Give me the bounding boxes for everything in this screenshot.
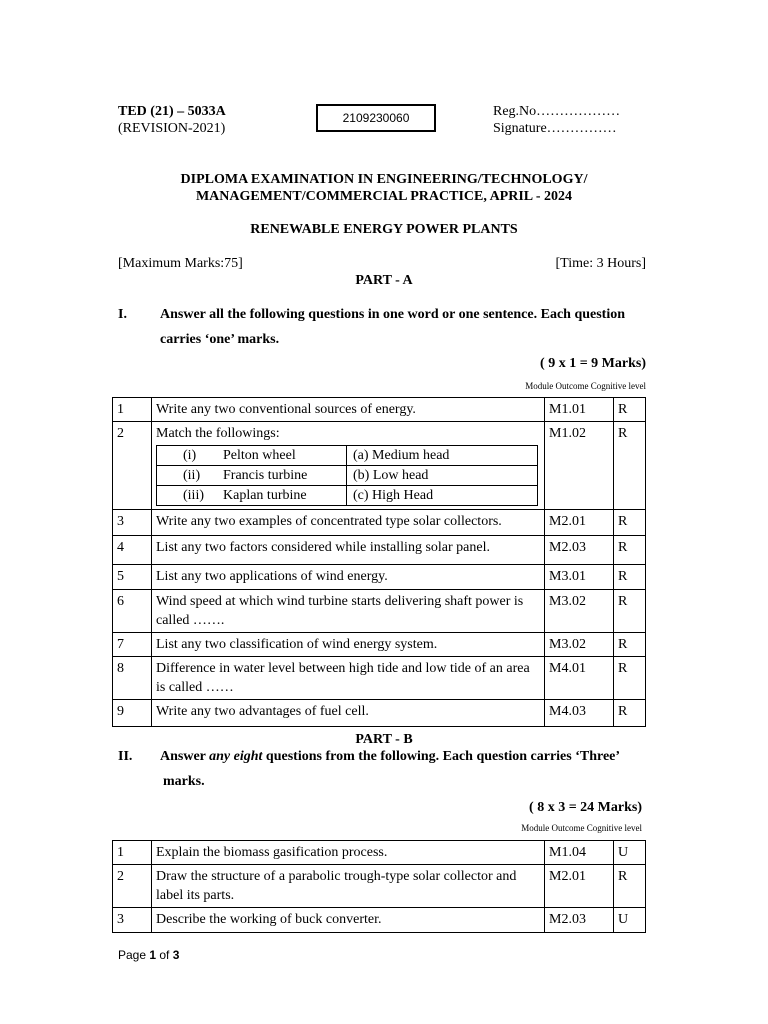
- match-right-item: (c) High Head: [347, 486, 538, 506]
- match-row: [157, 486, 538, 506]
- cognitive-level: R: [614, 700, 646, 727]
- table-row: [113, 841, 646, 865]
- question-number: 7: [113, 633, 152, 657]
- part-b-roman: II.: [118, 749, 133, 764]
- part-b-column-header: Module Outcome Cognitive level: [521, 823, 642, 833]
- match-left-item: Kaplan turbine: [223, 488, 307, 503]
- question-number: 3: [113, 510, 152, 536]
- part-b-instruction-line2: marks.: [163, 774, 205, 789]
- signature-label: Signature……………: [493, 121, 617, 136]
- cognitive-level: R: [614, 536, 646, 565]
- question-cell: [152, 422, 545, 510]
- reg-no-label: Reg.No………………: [493, 104, 621, 119]
- question-text: Describe the working of buck converter.: [152, 908, 545, 933]
- part-b-question-table: [112, 840, 646, 933]
- question-text: Match the followings:: [156, 426, 280, 441]
- table-row: [113, 422, 646, 510]
- module-outcome: M3.01: [545, 565, 614, 590]
- page-of-label: of: [156, 948, 173, 962]
- part-a-column-header: Module Outcome Cognitive level: [525, 381, 646, 391]
- table-row: [113, 565, 646, 590]
- module-outcome: M4.03: [545, 700, 614, 727]
- part-a-marks: ( 9 x 1 = 9 Marks): [540, 356, 646, 371]
- table-row: [113, 536, 646, 565]
- match-right-item: (b) Low head: [347, 466, 538, 486]
- revision: (REVISION-2021): [118, 121, 226, 136]
- table-row: [113, 908, 646, 933]
- instruction-text: questions from the following. Each question carries ‘Three’: [262, 749, 621, 764]
- module-outcome: M3.02: [545, 633, 614, 657]
- max-marks: [Maximum Marks:75]: [118, 256, 243, 271]
- question-number: 2: [113, 422, 152, 510]
- question-text: List any two classification of wind energy system.: [152, 633, 545, 657]
- module-outcome: M4.01: [545, 657, 614, 700]
- match-left-number: (iii): [183, 488, 204, 503]
- cognitive-level: R: [614, 565, 646, 590]
- exam-title-line1: DIPLOMA EXAMINATION IN ENGINEERING/TECHNOLOGY/: [180, 172, 588, 187]
- table-row: [113, 657, 646, 700]
- cognitive-level: R: [614, 398, 646, 422]
- register-number-box: 2109230060: [316, 104, 436, 132]
- question-number: 8: [113, 657, 152, 700]
- question-number: 4: [113, 536, 152, 565]
- question-text: Wind speed at which wind turbine starts delivering shaft power is called …….: [152, 590, 545, 633]
- module-outcome: M1.01: [545, 398, 614, 422]
- match-left-number: (ii): [183, 468, 201, 483]
- page-number: 1: [149, 948, 157, 962]
- part-a-instruction-line1: Answer all the following questions in one word or one sentence. Each question: [160, 307, 626, 322]
- match-left-item: Pelton wheel: [223, 448, 296, 463]
- part-a-instruction-line2: carries ‘one’ marks.: [160, 332, 280, 347]
- cognitive-level: R: [614, 422, 646, 510]
- question-number: 3: [113, 908, 152, 933]
- module-outcome: M2.01: [545, 510, 614, 536]
- question-text: Write any two advantages of fuel cell.: [152, 700, 545, 727]
- module-outcome: M2.03: [545, 536, 614, 565]
- question-text: Draw the structure of a parabolic trough-type solar collector and label its parts.: [152, 865, 545, 908]
- exam-code: TED (21) – 5033A: [118, 104, 226, 119]
- module-outcome: M2.03: [545, 908, 614, 933]
- question-number: 2: [113, 865, 152, 908]
- question-text: List any two applications of wind energy.: [152, 565, 545, 590]
- question-text: List any two factors considered while installing solar panel.: [152, 536, 545, 565]
- cognitive-level: R: [614, 590, 646, 633]
- cognitive-level: R: [614, 510, 646, 536]
- module-outcome: M1.04: [545, 841, 614, 865]
- table-row: [113, 590, 646, 633]
- match-left-number: (i): [183, 448, 197, 463]
- match-row: [157, 466, 538, 486]
- part-a-heading: PART - A: [355, 273, 413, 288]
- cognitive-level: R: [614, 633, 646, 657]
- page-footer: [118, 948, 179, 962]
- cognitive-level: R: [614, 657, 646, 700]
- question-text: Write any two conventional sources of energy.: [152, 398, 545, 422]
- question-text: Explain the biomass gasification process.: [152, 841, 545, 865]
- module-outcome: M2.01: [545, 865, 614, 908]
- subject-title: RENEWABLE ENERGY POWER PLANTS: [250, 222, 518, 237]
- module-outcome: M3.02: [545, 590, 614, 633]
- exam-title-line2: MANAGEMENT/COMMERCIAL PRACTICE, APRIL - 2024: [195, 189, 573, 204]
- instruction-text: Answer: [160, 749, 210, 764]
- part-b-heading: PART - B: [355, 732, 413, 747]
- table-row: [113, 700, 646, 727]
- cognitive-level: U: [614, 841, 646, 865]
- part-a-roman: I.: [118, 307, 127, 322]
- part-a-question-table: [112, 397, 646, 727]
- table-row: [113, 510, 646, 536]
- question-number: 1: [113, 398, 152, 422]
- match-table: [156, 445, 538, 506]
- match-right-item: (a) Medium head: [347, 446, 538, 466]
- table-row: [113, 633, 646, 657]
- cognitive-level: R: [614, 865, 646, 908]
- part-b-instruction-line1: [160, 749, 620, 765]
- module-outcome: M1.02: [545, 422, 614, 510]
- page-total: 3: [172, 948, 180, 962]
- instruction-emphasis: any eight: [209, 749, 263, 764]
- time-allowed: [Time: 3 Hours]: [555, 256, 646, 271]
- match-row: [157, 446, 538, 466]
- page-label: Page: [118, 948, 150, 962]
- question-number: 6: [113, 590, 152, 633]
- question-number: 1: [113, 841, 152, 865]
- table-row: [113, 398, 646, 422]
- question-number: 5: [113, 565, 152, 590]
- question-number: 9: [113, 700, 152, 727]
- table-row: [113, 865, 646, 908]
- part-b-marks: ( 8 x 3 = 24 Marks): [529, 800, 642, 815]
- question-text: Write any two examples of concentrated type solar collectors.: [152, 510, 545, 536]
- question-text: Difference in water level between high tide and low tide of an area is called ……: [152, 657, 545, 700]
- match-left-item: Francis turbine: [223, 468, 308, 483]
- cognitive-level: U: [614, 908, 646, 933]
